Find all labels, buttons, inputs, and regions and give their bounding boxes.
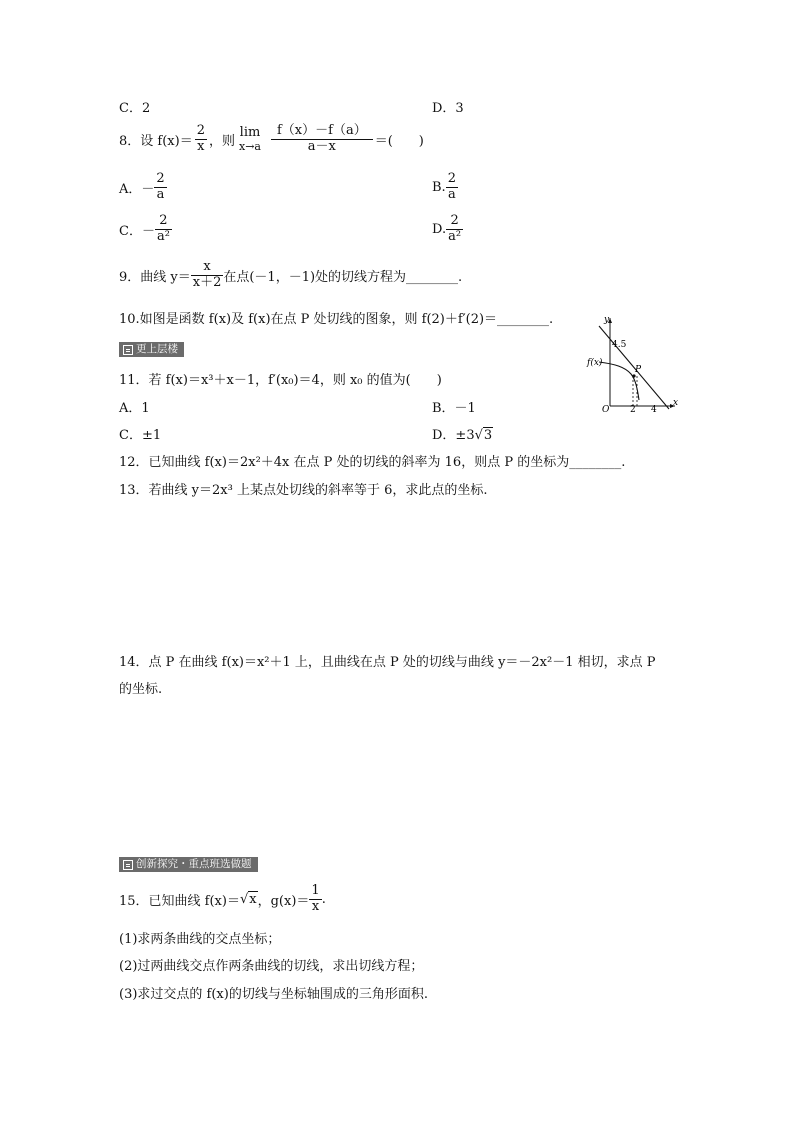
q8-suffix: ＝( ) (374, 133, 424, 149)
sqrt-symbol: √3 (474, 428, 493, 443)
question-15 (119, 884, 326, 915)
q15-sqrt: √x (239, 891, 257, 907)
q9-fraction (191, 260, 224, 291)
q9-frac-num: x (191, 260, 224, 276)
point-label: P (635, 365, 642, 375)
q8-option-b-label: B. (432, 179, 446, 195)
q15-part-1: (1)求两条曲线的交点坐标； (119, 932, 281, 947)
q8-option-d (432, 214, 463, 245)
q8-fraction (195, 124, 207, 155)
q8-option-a-num: 2 (156, 171, 165, 186)
curve-label: f(x) (587, 358, 603, 368)
q8-big-den: a－x (307, 138, 336, 154)
q8-option-b (432, 172, 458, 203)
q11-option-d-label: D．±3 (432, 428, 475, 443)
q15-frac-num: 1 (311, 883, 320, 898)
x-tick-label-2: 2 (630, 405, 636, 414)
q8-big-num: f（x）－f（a） (271, 124, 373, 140)
q11-option-a: A．1 (119, 401, 150, 416)
q7-option-c: C．2 (119, 101, 151, 116)
question-11: 11．若 f(x)＝x³＋x－1，f′(x₀)＝4，则 x₀ 的值为( ) (119, 373, 442, 388)
q8-option-b-num: 2 (447, 171, 456, 186)
q15-radicand: x (249, 891, 257, 907)
q8-big-fraction (271, 124, 373, 155)
q8-option-c-label: C．－ (119, 223, 155, 239)
q9-frac-den: x＋2 (192, 274, 222, 290)
notebook-icon (123, 345, 133, 355)
q8-lim-sub: x→a (239, 139, 261, 153)
x-tick-label-4: 4 (651, 405, 657, 414)
q8-option-d-fraction (446, 214, 463, 245)
q8-mid: ，则 (208, 133, 235, 149)
x-axis-label: x (673, 398, 679, 408)
section-badge-label: 创新探究・重点班选做题 (136, 858, 252, 870)
question-14-line-1: 14．点 P 在曲线 f(x)＝x²＋1 上，且曲线在点 P 处的切线与曲线 y＝－2x²－1 相切，求点 P (119, 655, 656, 670)
section-badge-label: 更上层楼 (136, 343, 178, 355)
q8-option-d-label: D. (432, 221, 447, 237)
q8-lim-word: lim (239, 125, 261, 141)
notebook-icon (123, 860, 133, 870)
q8-option-d-den: a² (448, 228, 462, 244)
q8-option-b-fraction (446, 172, 458, 203)
q8-option-a (119, 172, 167, 203)
q8-option-c-fraction (155, 214, 172, 245)
q15-frac-den: x (311, 898, 320, 914)
q8-frac-num: 2 (196, 123, 205, 138)
q15-fraction (309, 884, 321, 915)
section-badge-advanced (119, 342, 184, 357)
q8-option-c (119, 214, 172, 245)
section-badge-challenge (119, 857, 258, 872)
q11-option-d (432, 424, 493, 443)
question-8 (119, 124, 424, 155)
question-12: 12．已知曲线 f(x)＝2x²＋4x 在点 P 处的切线的斜率为 16，则点 P 的坐标为________. (119, 455, 626, 470)
q8-option-c-num: 2 (155, 214, 172, 230)
question-10: 10.如图是函数 f(x)及 f(x)在点 P 处切线的图象，则 f(2)＋f′(2)＝________. (119, 312, 554, 327)
q8-option-a-den: a (156, 186, 165, 202)
q8-option-c-den: a² (156, 228, 170, 244)
q8-frac-den: x (197, 138, 205, 154)
q8-limit (239, 126, 261, 152)
q8-option-a-label: A．－ (119, 181, 155, 197)
q9-suffix: 在点(－1，－1)处的切线方程为________. (223, 269, 463, 285)
q11-option-d-radicand: 3 (483, 428, 493, 443)
question-13: 13．若曲线 y＝2x³ 上某点处切线的斜率等于 6，求此点的坐标. (119, 483, 488, 498)
q8-option-a-fraction (154, 172, 166, 203)
q15-part-2: (2)过两曲线交点作两条曲线的切线，求出切线方程； (119, 959, 424, 974)
question-14-line-2: 的坐标. (119, 682, 163, 697)
q11-option-c: C．±1 (119, 428, 162, 443)
origin-label: O (602, 405, 610, 414)
q9-prefix: 9．曲线 y＝ (119, 269, 191, 285)
q15-part-3: (3)求过交点的 f(x)的切线与坐标轴围成的三角形面积. (119, 987, 428, 1002)
q15-prefix: 15．已知曲线 f(x)＝ (119, 893, 240, 909)
q8-option-d-num: 2 (446, 214, 463, 230)
q11-option-b: B．－1 (432, 401, 476, 416)
q8-prefix: 8．设 f(x)＝ (119, 133, 193, 149)
q15-end: . (321, 891, 326, 907)
y-axis-label: y (604, 315, 610, 325)
q15-mid: ，g(x)＝ (257, 893, 310, 909)
q7-option-d: D．3 (432, 101, 464, 116)
y-tick-label: 4.5 (612, 340, 627, 350)
question-9 (119, 260, 462, 291)
tangent-figure (585, 312, 685, 414)
q8-option-b-den: a (447, 186, 456, 202)
